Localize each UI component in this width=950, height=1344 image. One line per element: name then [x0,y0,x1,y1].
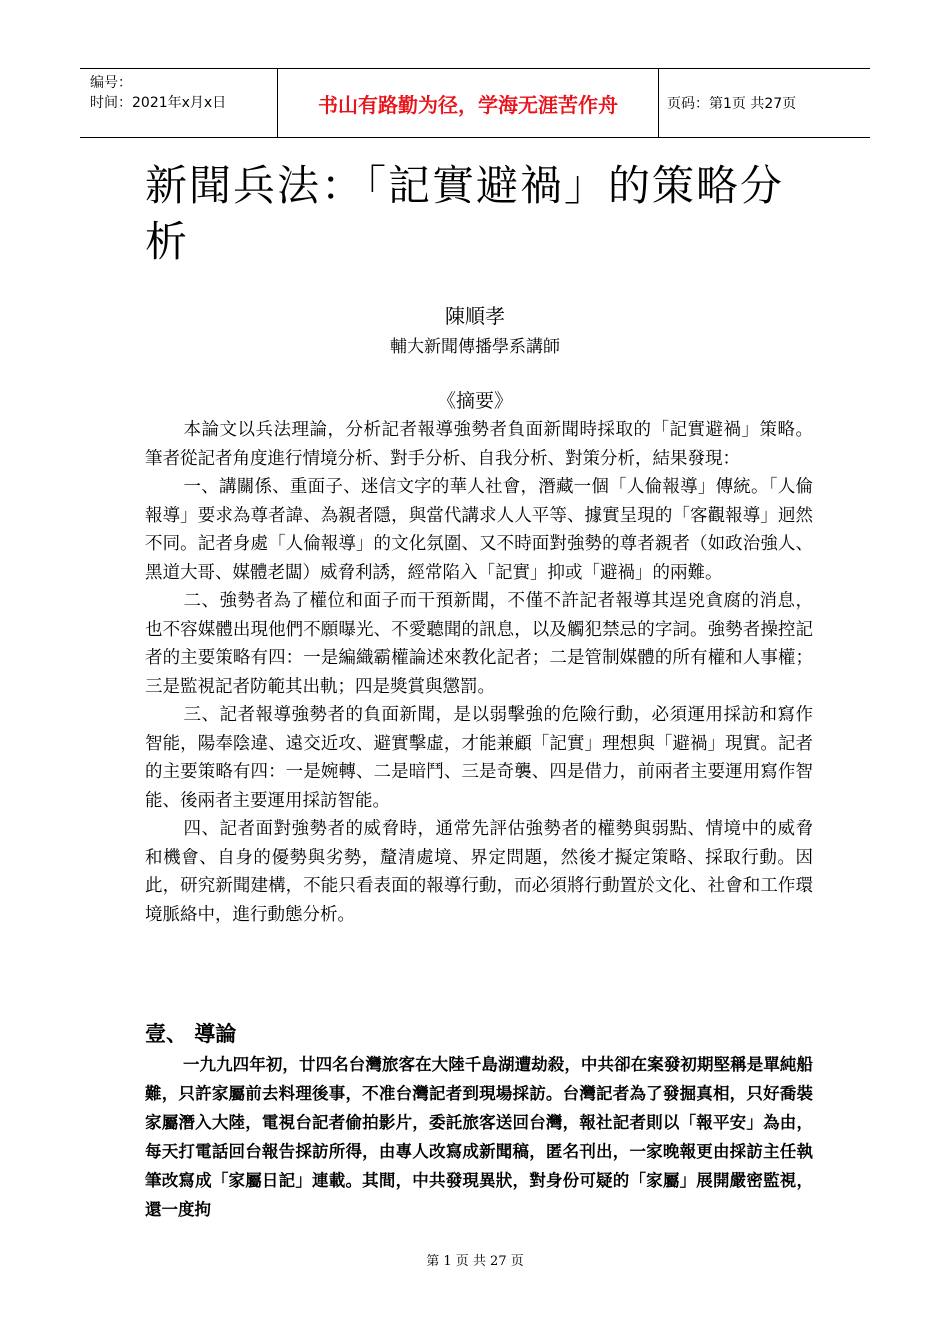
abstract-heading: 《摘要》 [436,390,513,412]
header-page-info: 页码：第1页 共27页 [667,96,797,112]
time-label: 时间：2021年x月x日 [90,95,227,111]
page-header [80,68,870,138]
abstract-paragraph: 二、強勢者為了權位和面子而干預新聞，不僅不許記者報導其逞兇貪腐的消息，也不容媒體出現他們不願曝光、不愛聽聞的訊息，以及觸犯禁忌的字詞。強勢者操控記者的主要策略有四：一是編織霸權論述來教化記者；二是管制媒體的所有權和人事權；三是監視記者防範其出軌；四是獎賞與懲罰。 [145,591,813,697]
abstract-paragraph: 一、講關係、重面子、迷信文字的華人社會，潛藏一個「人倫報導」傳統。「人倫報導」要求為尊者諱、為親者隱，與當代講求人人平等、據實呈現的「客觀報導」迥然不同。記者身處「人倫報導」的文化氛圍、又不時面對強勢的尊者親者（如政治強人、黑道大哥、媒體老闆）威脅利誘，經常陷入「記實」抑或「避禍」的兩難。 [145,477,813,583]
header-meta [80,69,278,137]
abstract-paragraph: 三、記者報導強勢者的負面新聞，是以弱擊強的危險行動，必須運用採訪和寫作智能，陽奉陰違、遠交近攻、避實擊虛，才能兼顧「記實」理想與「避禍」現實。記者的主要策略有四：一是婉轉、二是暗鬥、三是奇襲、四是借力，前兩者主要運用寫作智能、後兩者主要運用採訪智能。 [145,705,813,811]
author-name: 陳順孝 [445,304,505,328]
author-affiliation: 輔大新聞傳播學系講師 [390,337,560,357]
abstract-body [145,416,813,929]
section-heading: 壹、 導論 [145,1022,237,1046]
page-footer: 第 1 页 共 27 页 [426,1254,524,1269]
body-text [145,1050,813,1224]
header-motto: 书山有路勤为径，学海无涯苦作舟 [278,69,659,137]
number-label: 编号： [90,75,132,91]
abstract-paragraph: 本論文以兵法理論，分析記者報導強勢者負面新聞時採取的「記實避禍」策略。筆者從記者角度進行情境分析、對手分析、自我分析、對策分析，結果發現： [145,420,813,469]
body-paragraph: 一九九四年初，廿四名台灣旅客在大陸千島湖遭劫殺，中共卻在案發初期堅稱是單純船難，只許家屬前去料理後事，不准台灣記者到現場採訪。台灣記者為了發掘真相，只好喬裝家屬潛入大陸，電視台記者偷拍影片，委託旅客送回台灣，報社記者則以「報平安」為由，每天打電話回台報告採訪所得，由專人改寫成新聞稿，匿名刊出，一家晚報更由採訪主任執筆改寫成「家屬日記」連載。其間，中共發現異狀，對身份可疑的「家屬」展開嚴密監視，還一度拘 [145,1055,813,1219]
abstract-paragraph: 四、記者面對強勢者的威脅時，通常先評估強勢者的權勢與弱點、情境中的威脅和機會、自身的優勢與劣勢，釐清處境、界定問題，然後才擬定策略、採取行動。因此，研究新聞建構，不能只看表面的報導行動，而必須將行動置於文化、社會和工作環境脈絡中，進行動態分析。 [145,819,813,925]
document-title: 新聞兵法：「記實避禍」的策略分析 [145,161,785,266]
